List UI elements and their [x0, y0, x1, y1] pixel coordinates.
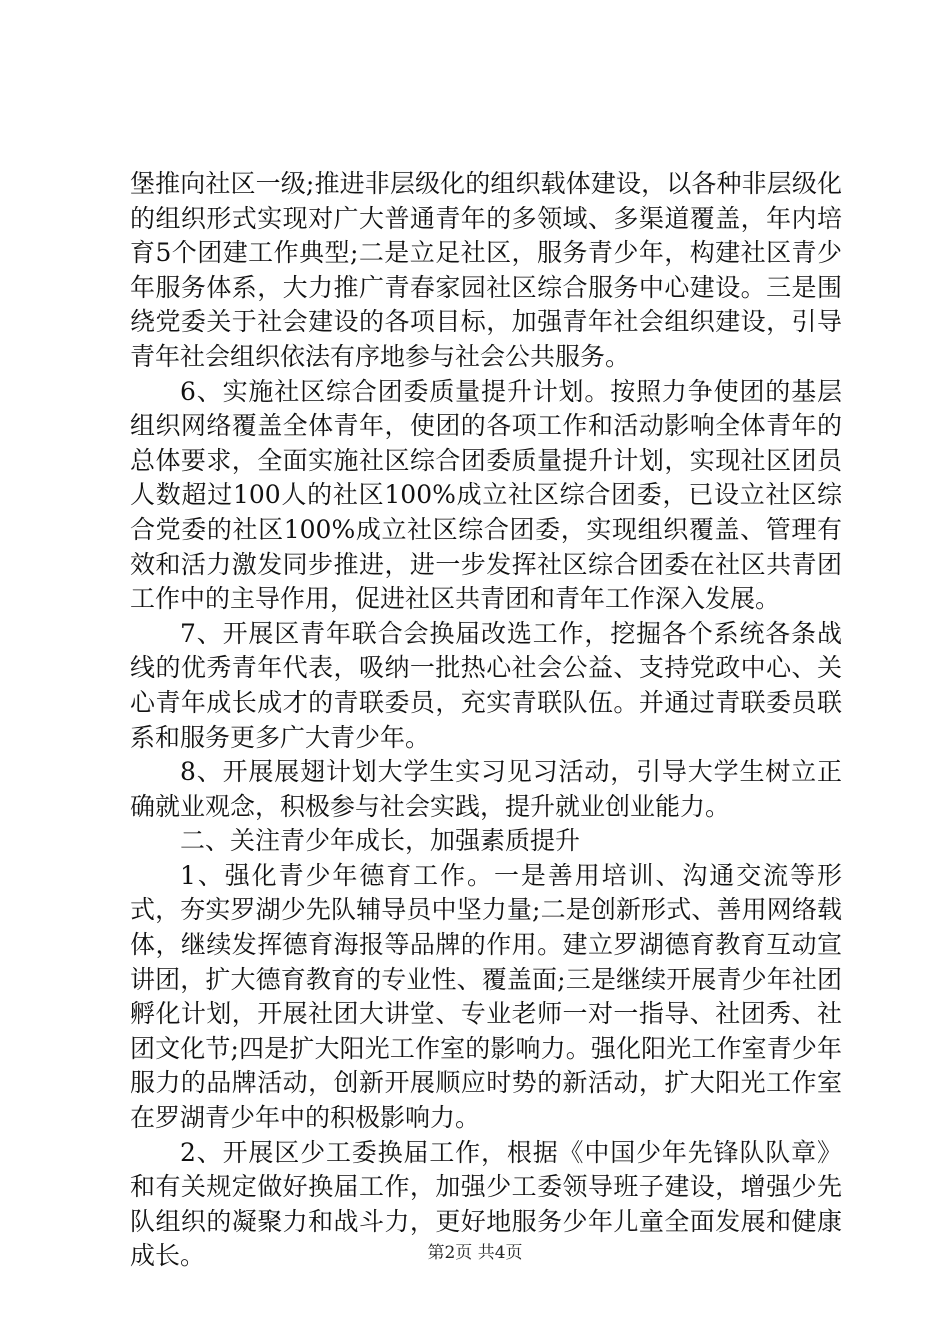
document-body — [130, 167, 842, 1274]
paragraph-continuation: 堡推向社区一级;推进非层级化的组织载体建设，以各种非层级化的组织形式实现对广大普通青年的多领域、多渠道覆盖，年内培育5个团建工作典型;二是立足社区，服务青少年，构建社区青少年服务体系，大力推广青春家园社区综合服务中心建设。三是围绕党委关于社会建设的各项目标，加强青年社会组织建设，引导青年社会组织依法有序地参与社会公共服务。 — [130, 169, 842, 371]
page-number-label: 第2页 共4页 — [427, 1243, 523, 1263]
paragraph-item-6: 6、实施社区综合团委质量提升计划。按照力争使团的基层组织网络覆盖全体青年，使团的各项工作和活动影响全体青年的总体要求，全面实施社区综合团委质量提升计划，实现社区团员人数超过100人的社区100%成立社区综合团委，已设立社区综合党委的社区100%成立社区综合团委，实现组织覆盖、管理有效和活力激发同步推进，进一步发挥社区综合团委在社区共青团工作中的主导作用，促进社区共青团和青年工作深入发展。 — [130, 376, 842, 614]
paragraph-item-2: 2、开展区少工委换届工作，根据《中国少年先锋队队章》和有关规定做好换届工作，加强少工委领导班子建设，增强少先队组织的凝聚力和战斗力，更好地服务少年儿童全面发展和健康成长。 — [130, 1137, 842, 1271]
page-footer — [0, 1242, 950, 1264]
paragraph-item-7: 7、开展区青年联合会换届改选工作，挖掘各个系统各条战线的优秀青年代表，吸纳一批热心社会公益、支持党政中心、关心青年成长成才的青联委员，充实青联队伍。并通过青联委员联系和服务更多广大青少年。 — [130, 618, 842, 752]
paragraph-item-1: 1、强化青少年德育工作。一是善用培训、沟通交流等形式，夯实罗湖少先队辅导员中坚力量;二是创新形式、善用网络载体，继续发挥德育海报等品牌的作用。建立罗湖德育教育互动宣讲团，扩大德育教育的专业性、覆盖面;三是继续开展青少年社团孵化计划，开展社团大讲堂、专业老师一对一指导、社团秀、社团文化节;四是扩大阳光工作室的影响力。强化阳光工作室青少年服力的品牌活动，创新开展顺应时势的新活动，扩大阳光工作室在罗湖青少年中的积极影响力。 — [130, 860, 842, 1133]
section-heading-2: 二、关注青少年成长，加强素质提升 — [180, 826, 581, 856]
paragraph-item-8: 8、开展展翅计划大学生实习见习活动，引导大学生树立正确就业观念，积极参与社会实践，提升就业创业能力。 — [130, 757, 842, 821]
